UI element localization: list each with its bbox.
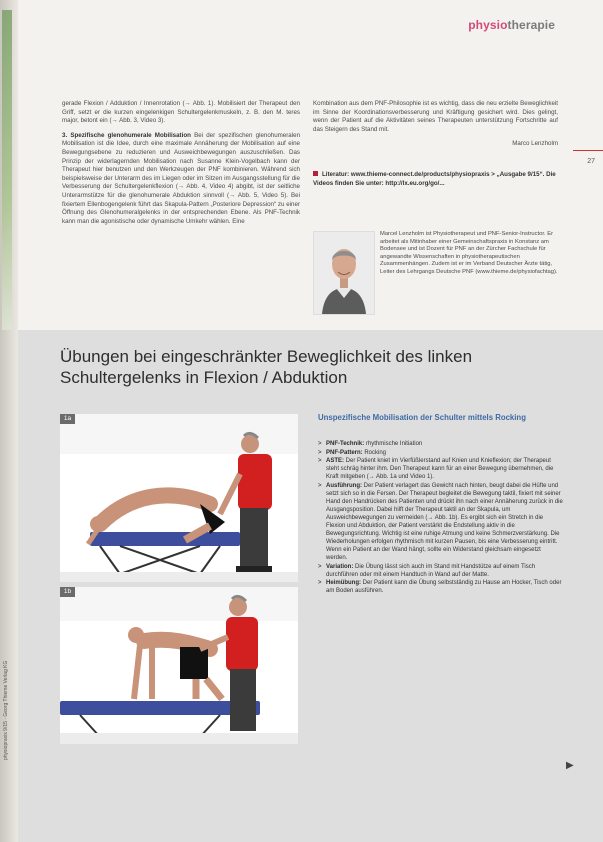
author-bio: Marcel Lenzholm ist Physiotherapeut und PNF-Senior-Instructor. Er arbeitet als Mitinhaber einer Gemeinschaftspraxis in Konstanz am Bodensee und ist Dozent für PNF an der Zürcher Fachschule für angewandte Wissenschaften in physiotherapeutischen Zusammenhängen. Zudem ist er im Verband Deutscher Ärzte tätig, Leiter des Lehrgangs Deutsche PNF (www.thieme.de/physiofachtag). (380, 231, 558, 275)
instruction-item (318, 563, 563, 579)
photo-1b-tag: 1b (60, 587, 75, 597)
literature-square-icon (313, 171, 318, 176)
brand-part2: therapie (507, 18, 555, 32)
instruction-text: rhythmische Initiation (364, 441, 423, 447)
author-signature: Marco Lenzholm (512, 140, 558, 148)
instruction-text: Der Patient kniet im Vierfüßlerstand auf Knien und Knieflexion; der Therapeut steht schräg hinter ihm. Den Therapeut kann für an einer Bewegung übernehmen, die Kraft mitgeben (→ Abb. 1a und Video 1). (326, 458, 554, 481)
instruction-text: Der Patient kann die Übung selbstständig zu Hause am Hocker, Tisch oder am Boden ausführen. (326, 580, 562, 595)
author-photo (313, 231, 375, 315)
instruction-item (318, 579, 563, 595)
exercise-heading: Unspezifische Mobilisation der Schulter mittels Rocking (318, 413, 526, 422)
col2-paragraph-1: Kombination aus dem PNF-Philosophie ist es wichtig, dass die neu erzielte Beweglichkeit im Sinne der Koordinationsverbesserung und Kräftigung gesichert wird. Dies gelingt, wenn der Patient auf die Aktivitäten seines Therapeuten unterstützung Fortschritte auf das Steigern des Stand mit. (313, 100, 558, 133)
exercise-photo-1b (60, 587, 298, 744)
col1-paragraph-2-lead: 3. Spezifische glenohumerale Mobilisation (62, 131, 191, 139)
instruction-key: Heimübung: (326, 580, 361, 587)
left-edge-photo-strip (2, 10, 12, 330)
text-column-left (62, 100, 300, 232)
instruction-key: Variation: (326, 563, 354, 570)
instruction-item (318, 457, 563, 481)
brand-logo (468, 18, 555, 32)
margin-credit: physiopraxis 9/15 · Georg Thieme Verlag KG (3, 660, 9, 760)
text-column-right (313, 100, 558, 155)
literature-text: Literatur: www.thieme-connect.de/products/physiopraxis > „Ausgabe 9/15“. Die Videos finden Sie unter: http://lx.eu.org/go/... (313, 171, 556, 187)
instruction-item (318, 440, 563, 448)
page-number-rule (573, 150, 603, 151)
next-page-arrow-icon: ▶ (566, 760, 574, 771)
col1-paragraph-2 (62, 132, 300, 227)
instruction-key: PNF-Pattern: (326, 449, 363, 456)
page-number: 27 (587, 158, 595, 165)
exercise-photo-1a (60, 414, 298, 582)
instruction-text: Rocking (362, 449, 387, 456)
exercise-title (60, 346, 560, 388)
exercise-instruction-list (318, 440, 563, 596)
instruction-text: Die Übung lässt sich auch im Stand mit Handstütze auf einem Tisch durchführen oder mit einem Handtuch in Wand auf der Matte. (326, 563, 536, 578)
col1-paragraph-1: gerade Flexion / Adduktion / Innenrotation (→ Abb. 1). Mobilisiert der Therapeut den Griff, setzt er die kurzen eingelenkigen Schultergelenkmuskeln, z. B. den M. teres major, betont ein (→ Abb. 3, Video 3). (62, 100, 300, 125)
exercise-title-line-1: Übungen bei eingeschränkter Beweglichkeit des linken (60, 347, 473, 366)
instruction-item (318, 482, 563, 562)
col1-paragraph-2-text: Bei der spezifischen glenohumeralen Mobilisation ist die Idee, durch eine maximale Annäherung der Mobilisation auf eine Bewegungsebene zu reduzieren und Ausweichbewegungen auszuschließen. Das Prinzip der widerlagernden Mobilisation nach Susanne Klein-Vogelbach kann der Therapeut hier benutzen und den Werkzeugen der PNF kombinieren. Während sich beispielsweise der Unterarm des im Liegen oder im Sitzen im Ausgangsstellung für die Verbesserung der Schultergelenkflexion (→ Abb. 4, Video 4) abgibt, ist der seitliche Unterarmstütze für die glenohumerale Abduktion sinnvoll (→ Abb. 5, Video 5). Bei fixiertem Ellenbogengelenk führt das Skapula-Pattern „Posteriore Depression“ zu einer Öffnung des Glenohumeralgelenks in der entsprechenden Ebene. Als PNF-Technik kann man die agonistische oder dynamische Umkehr wählen. Eine (62, 131, 301, 225)
literature-note (313, 171, 558, 188)
photo-1a-tag: 1a (60, 414, 75, 424)
brand-part1: physio (468, 18, 508, 32)
instruction-text: Der Patient verlagert das Gewicht nach hinten, beugt dabei die Hüfte und setzt sich so in die Fersen. Der Therapeut begleitet die Bewegung taktil, fixiert mit seiner Hand den Handrücken des Patienten und drückt ihn nach einer Annäherung zurück in die Ausgangsposition. Dabei hilft der Therapeut taktil an der Skapula, um Ausweichbewegungen zu vermeiden (→ Abb. 1b). Es ergibt sich ein Stretch in die Flexion und Abduktion, der Patient verstärkt die Endstellung aktiv in die Bewegungsrichtung. Wichtig ist eine ruhige Atmung und keine Schmerzverstärkung. Die Wiederholungen erfolgen rhythmisch mit kurzen Pausen, bis eine Verbesserung eintritt. Wenn ein Patient an der Wand hängt, sollte ein Widerstand gleichsam eingesetzt werden. (326, 482, 563, 562)
instruction-key: PNF-Technik: (326, 441, 365, 447)
instruction-item (318, 449, 563, 457)
exercise-title-line-2: Schultergelenks in Flexion / Abduktion (60, 368, 348, 387)
instruction-key: ASTE: (326, 458, 344, 465)
instruction-key: Ausführung: (326, 482, 362, 489)
